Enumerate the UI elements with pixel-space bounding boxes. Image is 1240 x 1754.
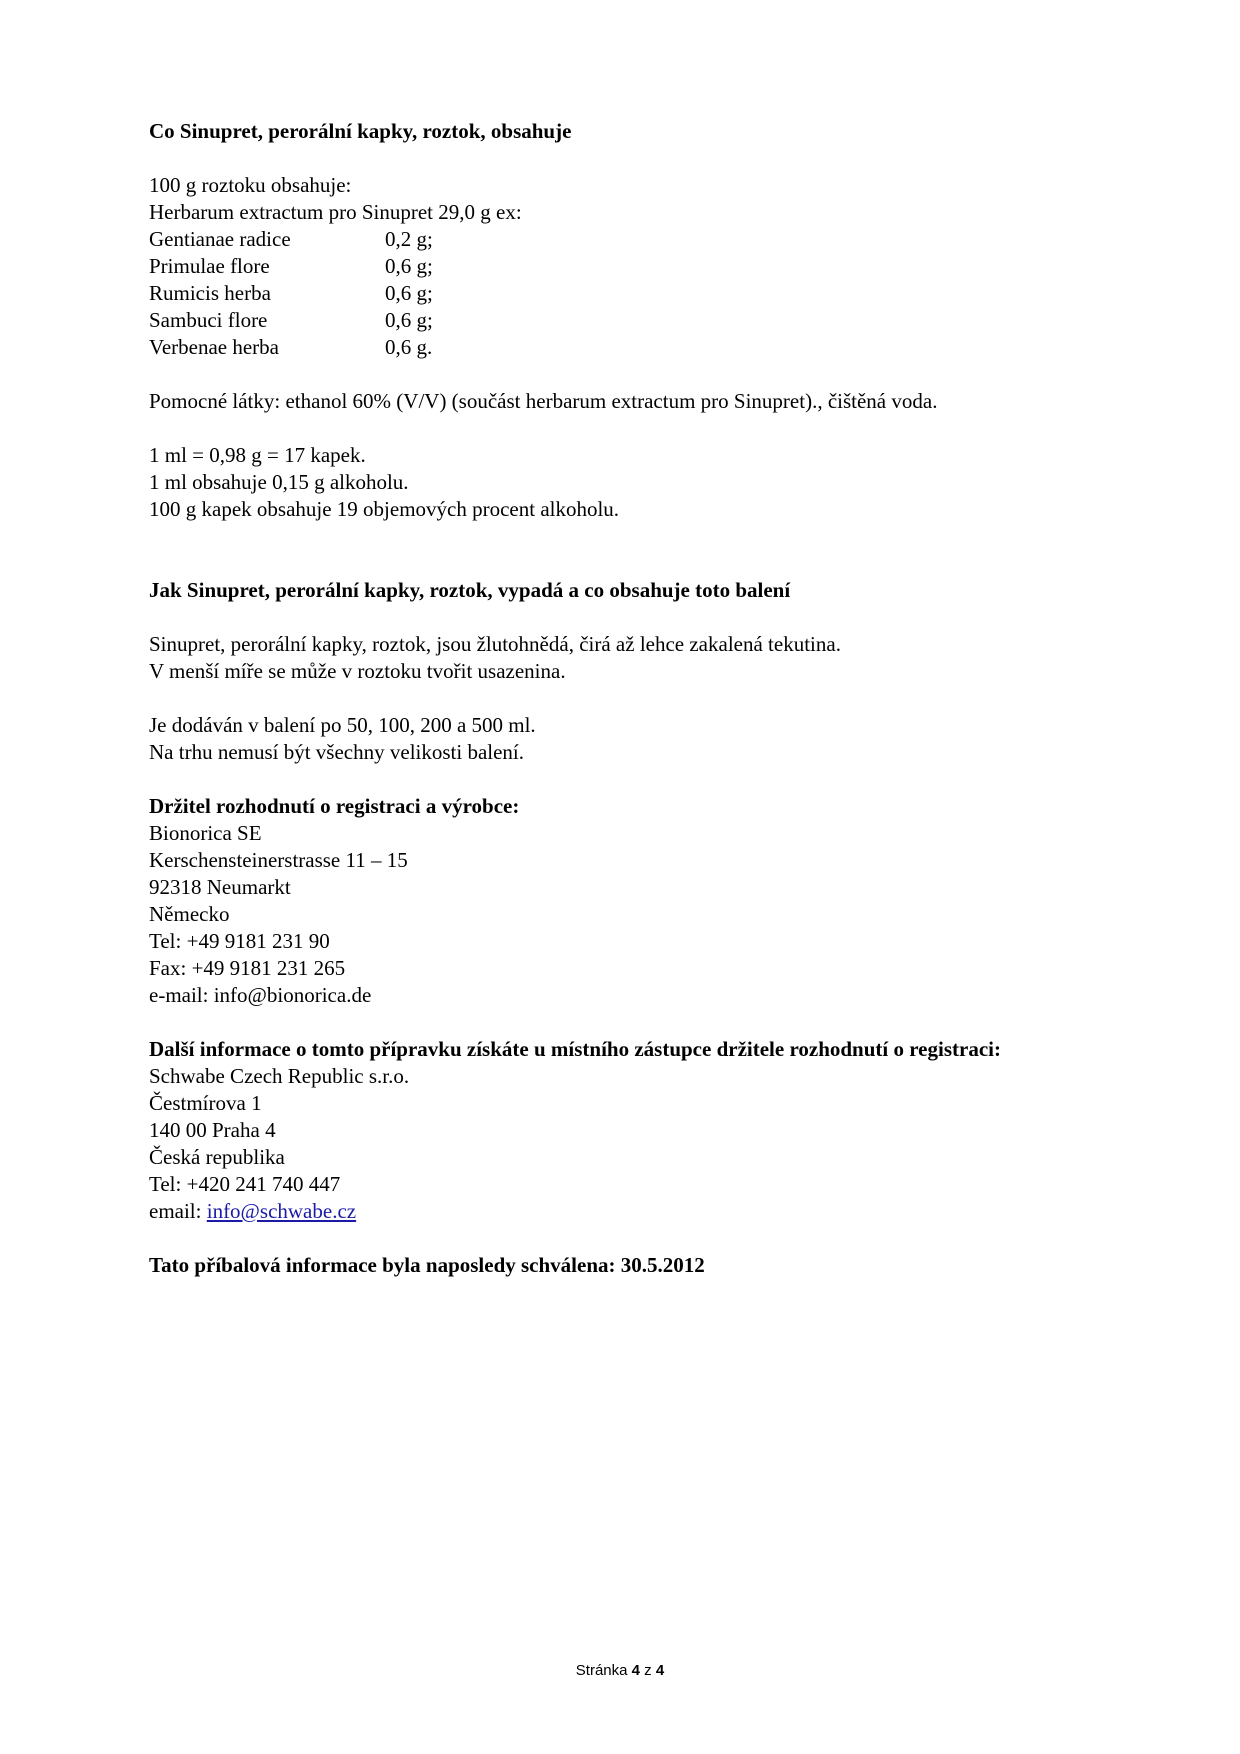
ingredient-amount: 0,6 g;: [385, 254, 433, 278]
excipients: Pomocné látky: ethanol 60% (V/V) (součást herbarum extractum pro Sinupret)., čištěná voda.: [149, 389, 938, 413]
local-rep-email-line: [149, 1198, 1149, 1225]
ingredient-name: Gentianae radice: [149, 227, 291, 251]
drop-conversion: 1 ml = 0,98 g = 17 kapek.: [149, 443, 366, 467]
ingredient-row: [149, 334, 1149, 361]
ingredient-row: [149, 253, 1149, 280]
holder-phone: Tel: +49 9181 231 90: [149, 929, 330, 953]
local-rep-company: Schwabe Czech Republic s.r.o.: [149, 1064, 410, 1088]
email-label: email:: [149, 1199, 207, 1223]
local-rep-city: 140 00 Praha 4: [149, 1118, 276, 1142]
holder-fax: Fax: +49 9181 231 265: [149, 956, 346, 980]
ingredient-amount: 0,6 g;: [385, 308, 433, 332]
content: [149, 118, 1149, 1279]
composition-intro: 100 g roztoku obsahuje:: [149, 173, 352, 197]
holder-city: 92318 Neumarkt: [149, 875, 291, 899]
ingredient-name: Verbenae herba: [149, 335, 279, 359]
email-link[interactable]: info@schwabe.cz: [206, 1199, 357, 1223]
ingredient-name: Sambuci flore: [149, 308, 268, 332]
ingredient-list: [149, 226, 1149, 361]
ingredient-row: [149, 307, 1149, 334]
pack-availability: Na trhu nemusí být všechny velikosti balení.: [149, 740, 525, 764]
ingredient-amount: 0,6 g.: [385, 335, 433, 359]
holder-email: e-mail: info@bionorica.de: [149, 983, 372, 1007]
local-rep-country: Česká republika: [149, 1145, 285, 1169]
page-total: 4: [655, 1662, 665, 1679]
local-rep-phone: Tel: +420 241 740 447: [149, 1172, 341, 1196]
ingredient-name: Rumicis herba: [149, 281, 271, 305]
composition-heading: Co Sinupret, perorální kapky, roztok, obsahuje: [149, 119, 572, 143]
ingredient-amount: 0,2 g;: [385, 227, 433, 251]
holder-heading: Držitel rozhodnutí o registraci a výrobce:: [149, 794, 520, 818]
page-footer: [0, 1662, 1240, 1679]
approval-date: Tato příbalová informace byla naposledy schválena: 30.5.2012: [149, 1253, 705, 1277]
pack-sizes: Je dodáván v balení po 50, 100, 200 a 500 ml.: [149, 713, 536, 737]
local-rep-heading: Další informace o tomto přípravku získáte u místního zástupce držitele rozhodnutí o registraci:: [149, 1037, 1001, 1061]
holder-company: Bionorica SE: [149, 821, 262, 845]
page-of: z: [640, 1662, 656, 1679]
extract-line: Herbarum extractum pro Sinupret 29,0 g ex:: [149, 200, 522, 224]
alcohol-content: 1 ml obsahuje 0,15 g alkoholu.: [149, 470, 409, 494]
ingredient-amount: 0,6 g;: [385, 281, 433, 305]
ingredient-row: [149, 280, 1149, 307]
page-number: 4: [631, 1662, 641, 1679]
sediment-note: V menší míře se může v roztoku tvořit usazenina.: [149, 659, 566, 683]
local-rep-street: Čestmírova 1: [149, 1091, 262, 1115]
holder-country: Německo: [149, 902, 230, 926]
ingredient-row: [149, 226, 1149, 253]
appearance-description: Sinupret, perorální kapky, roztok, jsou žlutohnědá, čirá až lehce zakalená tekutina.: [149, 632, 841, 656]
appearance-heading: Jak Sinupret, perorální kapky, roztok, vypadá a co obsahuje toto balení: [149, 578, 791, 602]
holder-street: Kerschensteinerstrasse 11 – 15: [149, 848, 408, 872]
page-label: Stránka: [575, 1662, 632, 1679]
alcohol-percent: 100 g kapek obsahuje 19 objemových procent alkoholu.: [149, 497, 620, 521]
ingredient-name: Primulae flore: [149, 254, 270, 278]
